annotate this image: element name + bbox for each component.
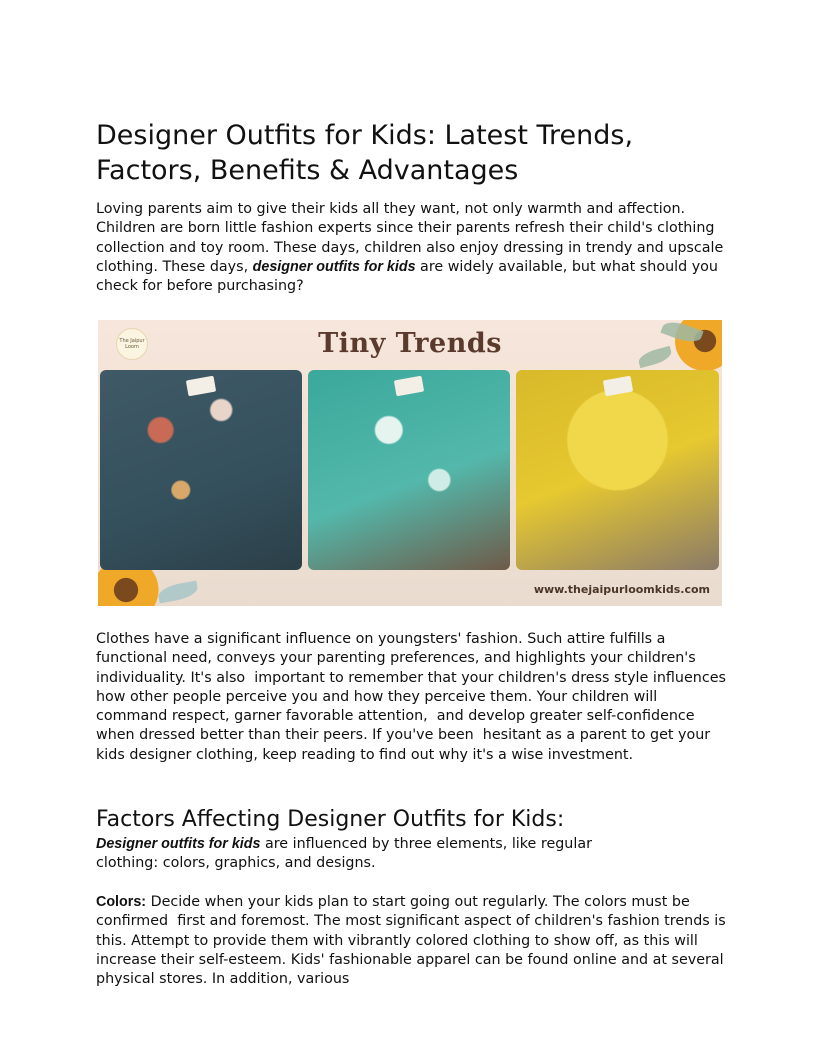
clothing-tag xyxy=(394,376,424,397)
colors-text: Decide when your kids plan to start going out regularly. The colors must be confirmed first and foremost. The most significant aspect of children's fashion trends is this. Attempt to provide them with vibrantly colored clothing to show off, as this will increase their self-esteem. Kids' fashionable apparel can be found online and at several physical stores. In addition, various xyxy=(96,894,731,988)
outfit-photo-blue-floral xyxy=(100,370,302,570)
page-title: Designer Outfits for Kids: Latest Trends, Factors, Benefits & Advantages xyxy=(96,120,634,186)
intro-keyword: designer outfits for kids xyxy=(252,258,416,275)
colors-paragraph xyxy=(96,893,731,989)
intro-paragraph xyxy=(96,200,726,296)
factors-intro-paragraph xyxy=(96,835,656,874)
body-paragraph-influence: Clothes have a significant influence on youngsters' fashion. Such attire fulfills a functional need, conveys your parenting preferences, and highlights your children's individuality. It's also important to remember that your children's dress style influences how other people perceive you and how they perceive them. Your children will command respect, garner favorable attention, and develop greater self-confidence when dressed better than their peers. If you've been hesitant as a parent to get your kids designer clothing, keep reading to find out why it's a wise investment. xyxy=(96,631,731,763)
clothing-tag xyxy=(186,376,216,397)
clothing-tag xyxy=(602,376,632,397)
factors-keyword: Designer outfits for kids xyxy=(96,836,261,852)
intro-text-end: are widely available, but what should you check for before purchasing? xyxy=(96,258,718,295)
tiny-trends-banner-image xyxy=(98,320,722,606)
outfit-photo-teal-print xyxy=(308,370,510,570)
factors-text: are influenced by three elements, like regular clothing: colors, graphics, and designs. xyxy=(96,836,592,872)
section-heading-factors: Factors Affecting Designer Outfits for Kids: xyxy=(96,807,565,832)
brand-logo: The Jaipur Loom xyxy=(116,328,148,360)
outfit-photo-yellow-print xyxy=(516,370,719,570)
intro-text-start: Loving parents aim to give their kids all they want, not only warmth and affection. Children are born little fashion experts since their parents refresh their child's clothing collection and toy room. These days, children also enjoy dressing in trendy and upscale clothing. These days, xyxy=(96,201,724,275)
colors-label: Colors: xyxy=(96,894,147,910)
banner-heading: Tiny Trends xyxy=(318,328,502,359)
banner-url: www.thejaipurloomkids.com xyxy=(533,583,710,596)
